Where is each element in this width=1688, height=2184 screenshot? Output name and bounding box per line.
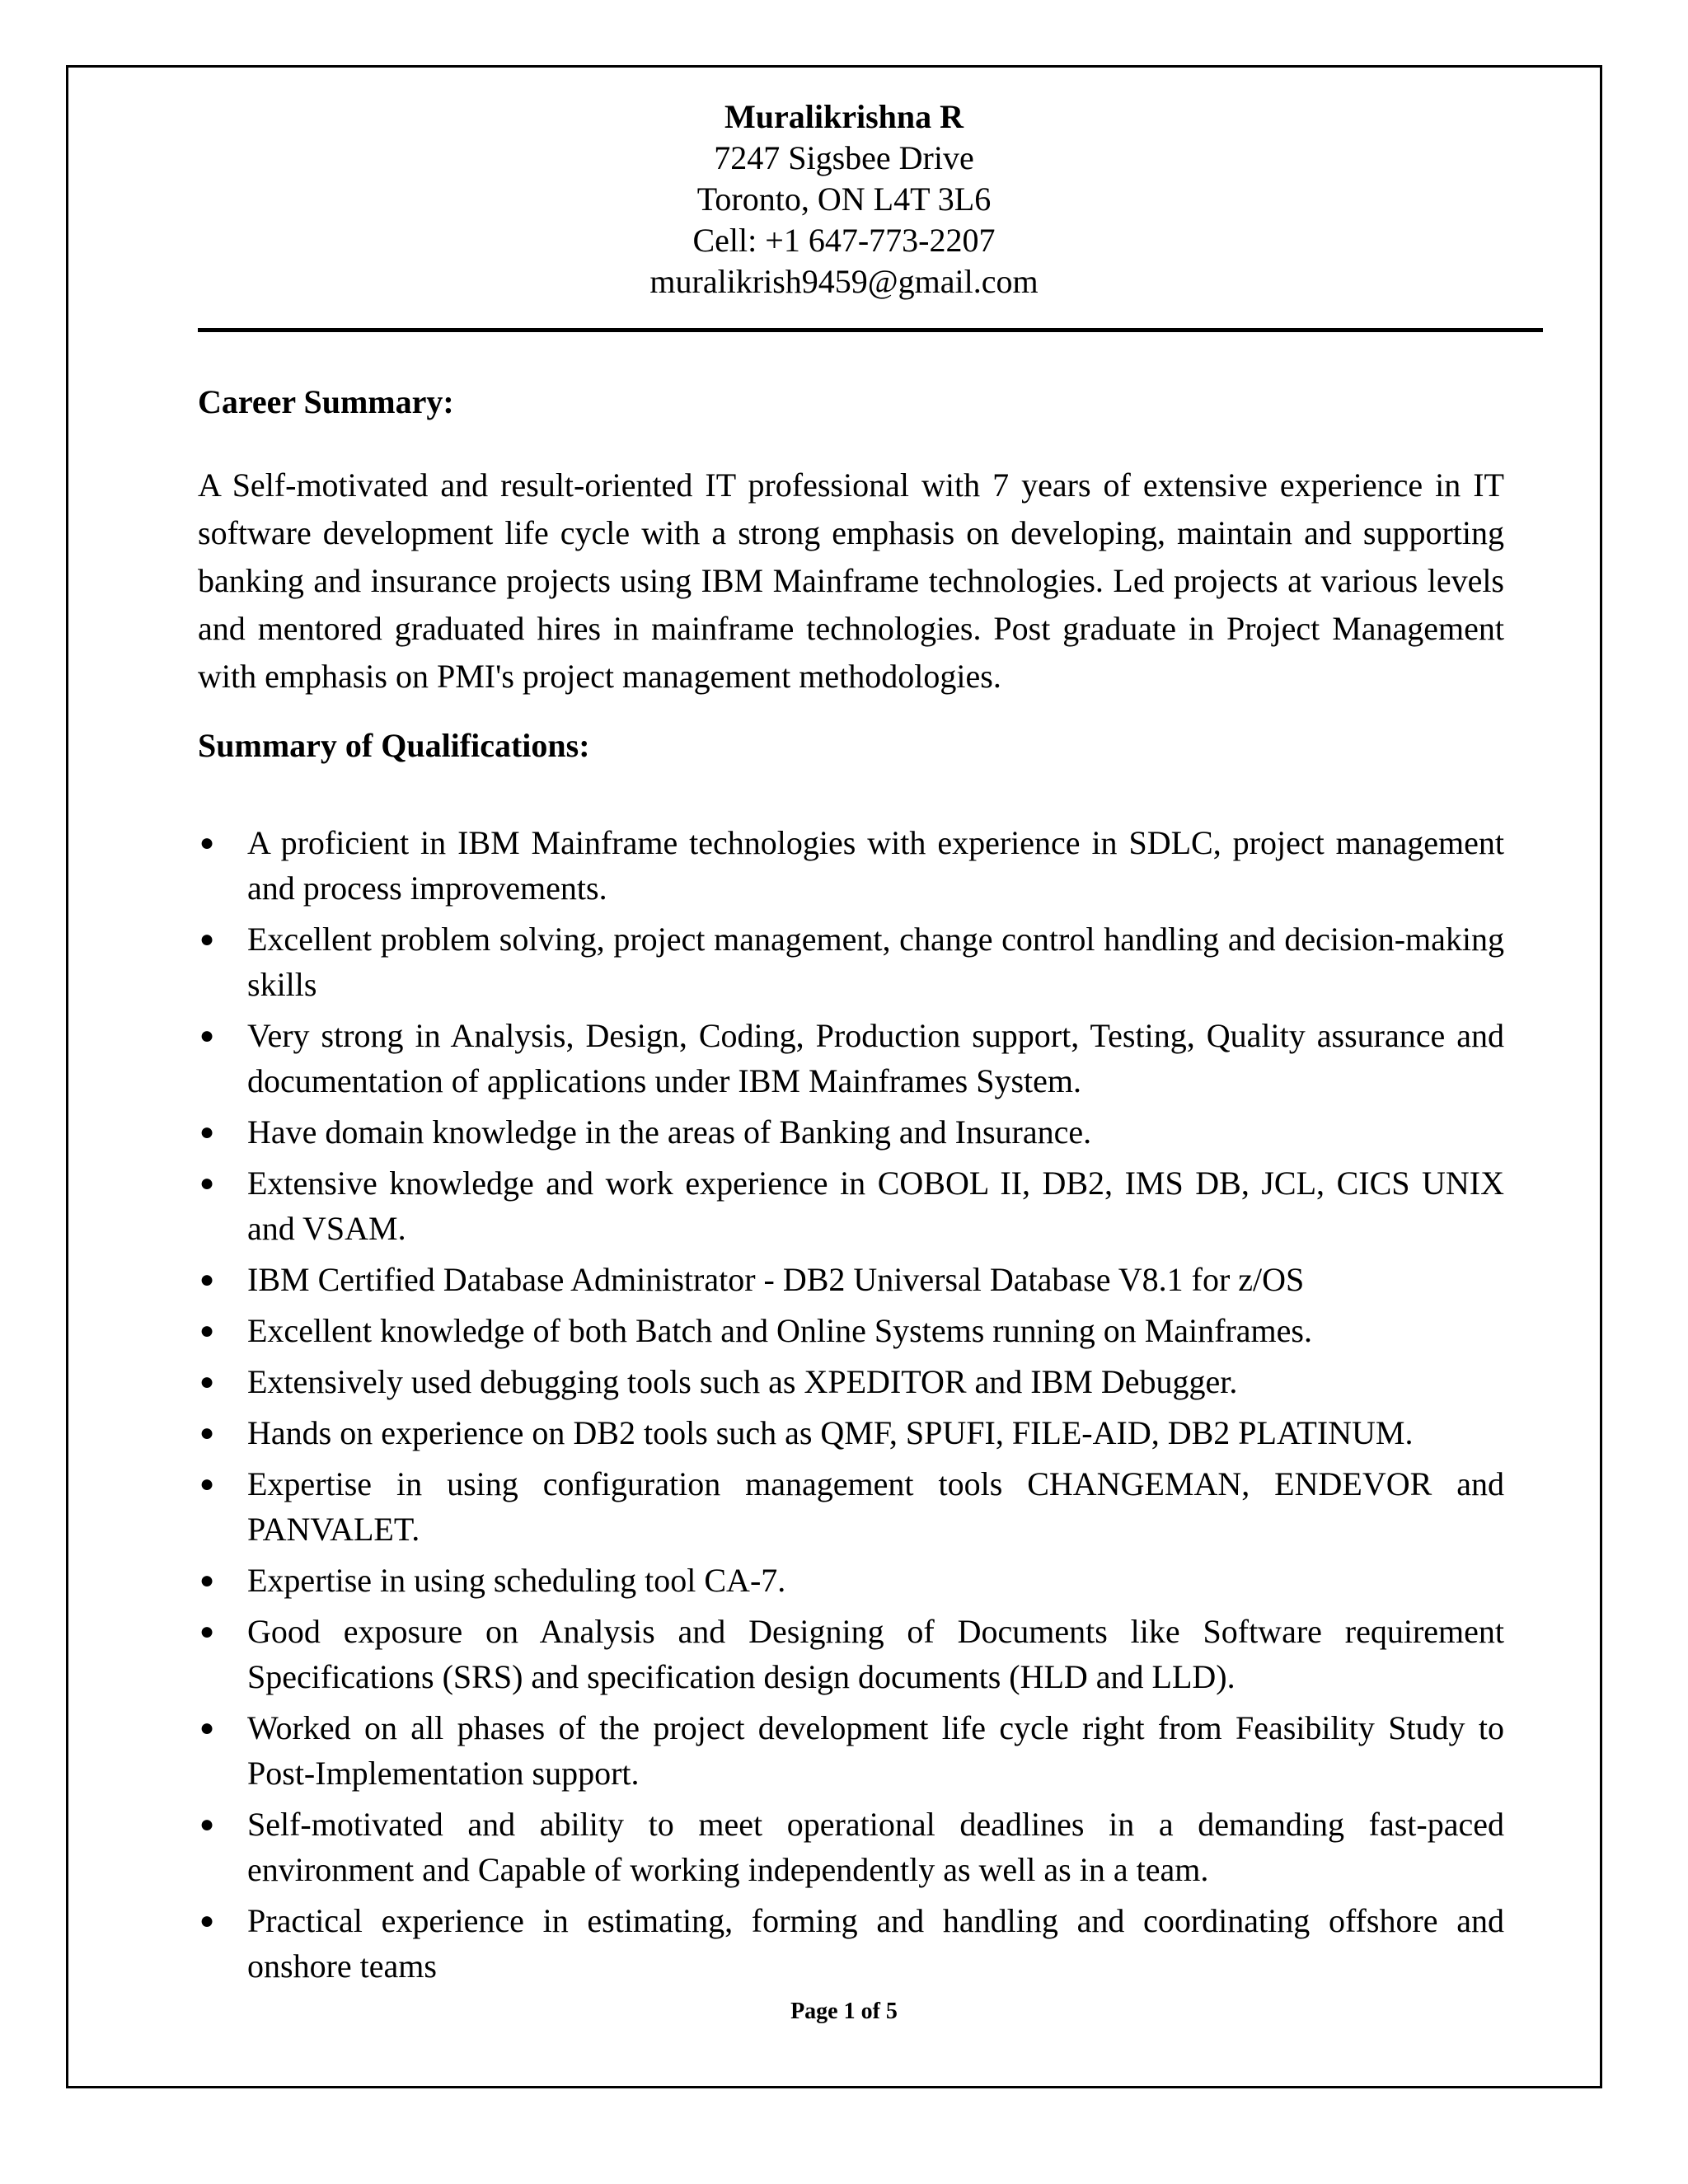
bullet-icon: ● bbox=[199, 1618, 215, 1645]
applicant-name: Muralikrishna R bbox=[724, 98, 964, 135]
list-item: ● Excellent knowledge of both Batch and Online Systems running on Mainframes. bbox=[198, 1308, 1504, 1353]
list-item: ● Extensively used debugging tools such as XPEDITOR and IBM Debugger. bbox=[198, 1359, 1504, 1404]
list-item: ● Worked on all phases of the project development life cycle right from Feasibility Study to Post-Implementation support. bbox=[198, 1705, 1504, 1796]
list-item: ● Excellent problem solving, project management, change control handling and decision-making skills bbox=[198, 916, 1504, 1007]
list-item: ● Extensive knowledge and work experience in COBOL II, DB2, IMS DB, JCL, CICS UNIX and VSAM. bbox=[198, 1160, 1504, 1251]
list-item: ● A proficient in IBM Mainframe technologies with experience in SDLC, project management and process improvements. bbox=[198, 820, 1504, 911]
career-summary-heading: Career Summary: bbox=[198, 383, 454, 420]
email-address: muralikrish9459@gmail.com bbox=[649, 263, 1039, 300]
bullet-icon: ● bbox=[199, 1118, 215, 1146]
bullet-icon: ● bbox=[199, 1714, 215, 1741]
qualifications-list bbox=[198, 820, 1504, 1994]
bullet-icon: ● bbox=[199, 1470, 215, 1497]
header-divider bbox=[198, 328, 1543, 332]
bullet-icon: ● bbox=[199, 1317, 215, 1344]
list-item: ● Expertise in using scheduling tool CA-7. bbox=[198, 1558, 1504, 1603]
list-item: ● Practical experience in estimating, forming and handling and coordinating offshore and onshore teams bbox=[198, 1898, 1504, 1989]
bullet-icon: ● bbox=[199, 926, 215, 953]
bullet-icon: ● bbox=[199, 1266, 215, 1293]
bullet-icon: ● bbox=[199, 829, 215, 856]
bullet-icon: ● bbox=[199, 1169, 215, 1197]
qualifications-heading: Summary of Qualifications: bbox=[198, 727, 590, 764]
bullet-icon: ● bbox=[199, 1368, 215, 1395]
bullet-icon: ● bbox=[199, 1567, 215, 1594]
list-item: ● Self-motivated and ability to meet operational deadlines in a demanding fast-paced environment and Capable of working independently as well as in a team. bbox=[198, 1802, 1504, 1892]
bullet-icon: ● bbox=[199, 1811, 215, 1838]
list-item: ● Expertise in using configuration management tools CHANGEMAN, ENDEVOR and PANVALET. bbox=[198, 1461, 1504, 1552]
list-item: ● Very strong in Analysis, Design, Coding, Production support, Testing, Quality assurance and documentation of applications under IBM Mainframes System. bbox=[198, 1013, 1504, 1104]
list-item: ● Hands on experience on DB2 tools such as QMF, SPUFI, FILE-AID, DB2 PLATINUM. bbox=[198, 1410, 1504, 1455]
street-address: 7247 Sigsbee Drive bbox=[714, 139, 974, 176]
list-item: ● Have domain knowledge in the areas of Banking and Insurance. bbox=[198, 1109, 1504, 1155]
bullet-icon: ● bbox=[199, 1419, 215, 1446]
list-item: ● Good exposure on Analysis and Designing of Documents like Software requirement Specifications (SRS) and specification design documents (HLD and LLD). bbox=[198, 1609, 1504, 1699]
list-item: ● IBM Certified Database Administrator - DB2 Universal Database V8.1 for z/OS bbox=[198, 1257, 1504, 1302]
contact-header bbox=[0, 96, 1688, 302]
bullet-icon: ● bbox=[199, 1907, 215, 1934]
cell-phone: Cell: +1 647-773-2207 bbox=[692, 222, 996, 259]
career-summary-text: A Self-motivated and result-oriented IT professional with 7 years of extensive experience in IT software development life cycle with a strong emphasis on developing, maintain and supporting banking and insurance projects using IBM Mainframe technologies. Led projects at various levels and mentored graduated hires in mainframe technologies. Post graduate in Project Management with emphasis on PMI's project management methodologies. bbox=[198, 466, 1504, 695]
page-number: Page 1 of 5 bbox=[790, 1999, 898, 2024]
city-address: Toronto, ON L4T 3L6 bbox=[696, 180, 992, 218]
bullet-icon: ● bbox=[199, 1022, 215, 1049]
